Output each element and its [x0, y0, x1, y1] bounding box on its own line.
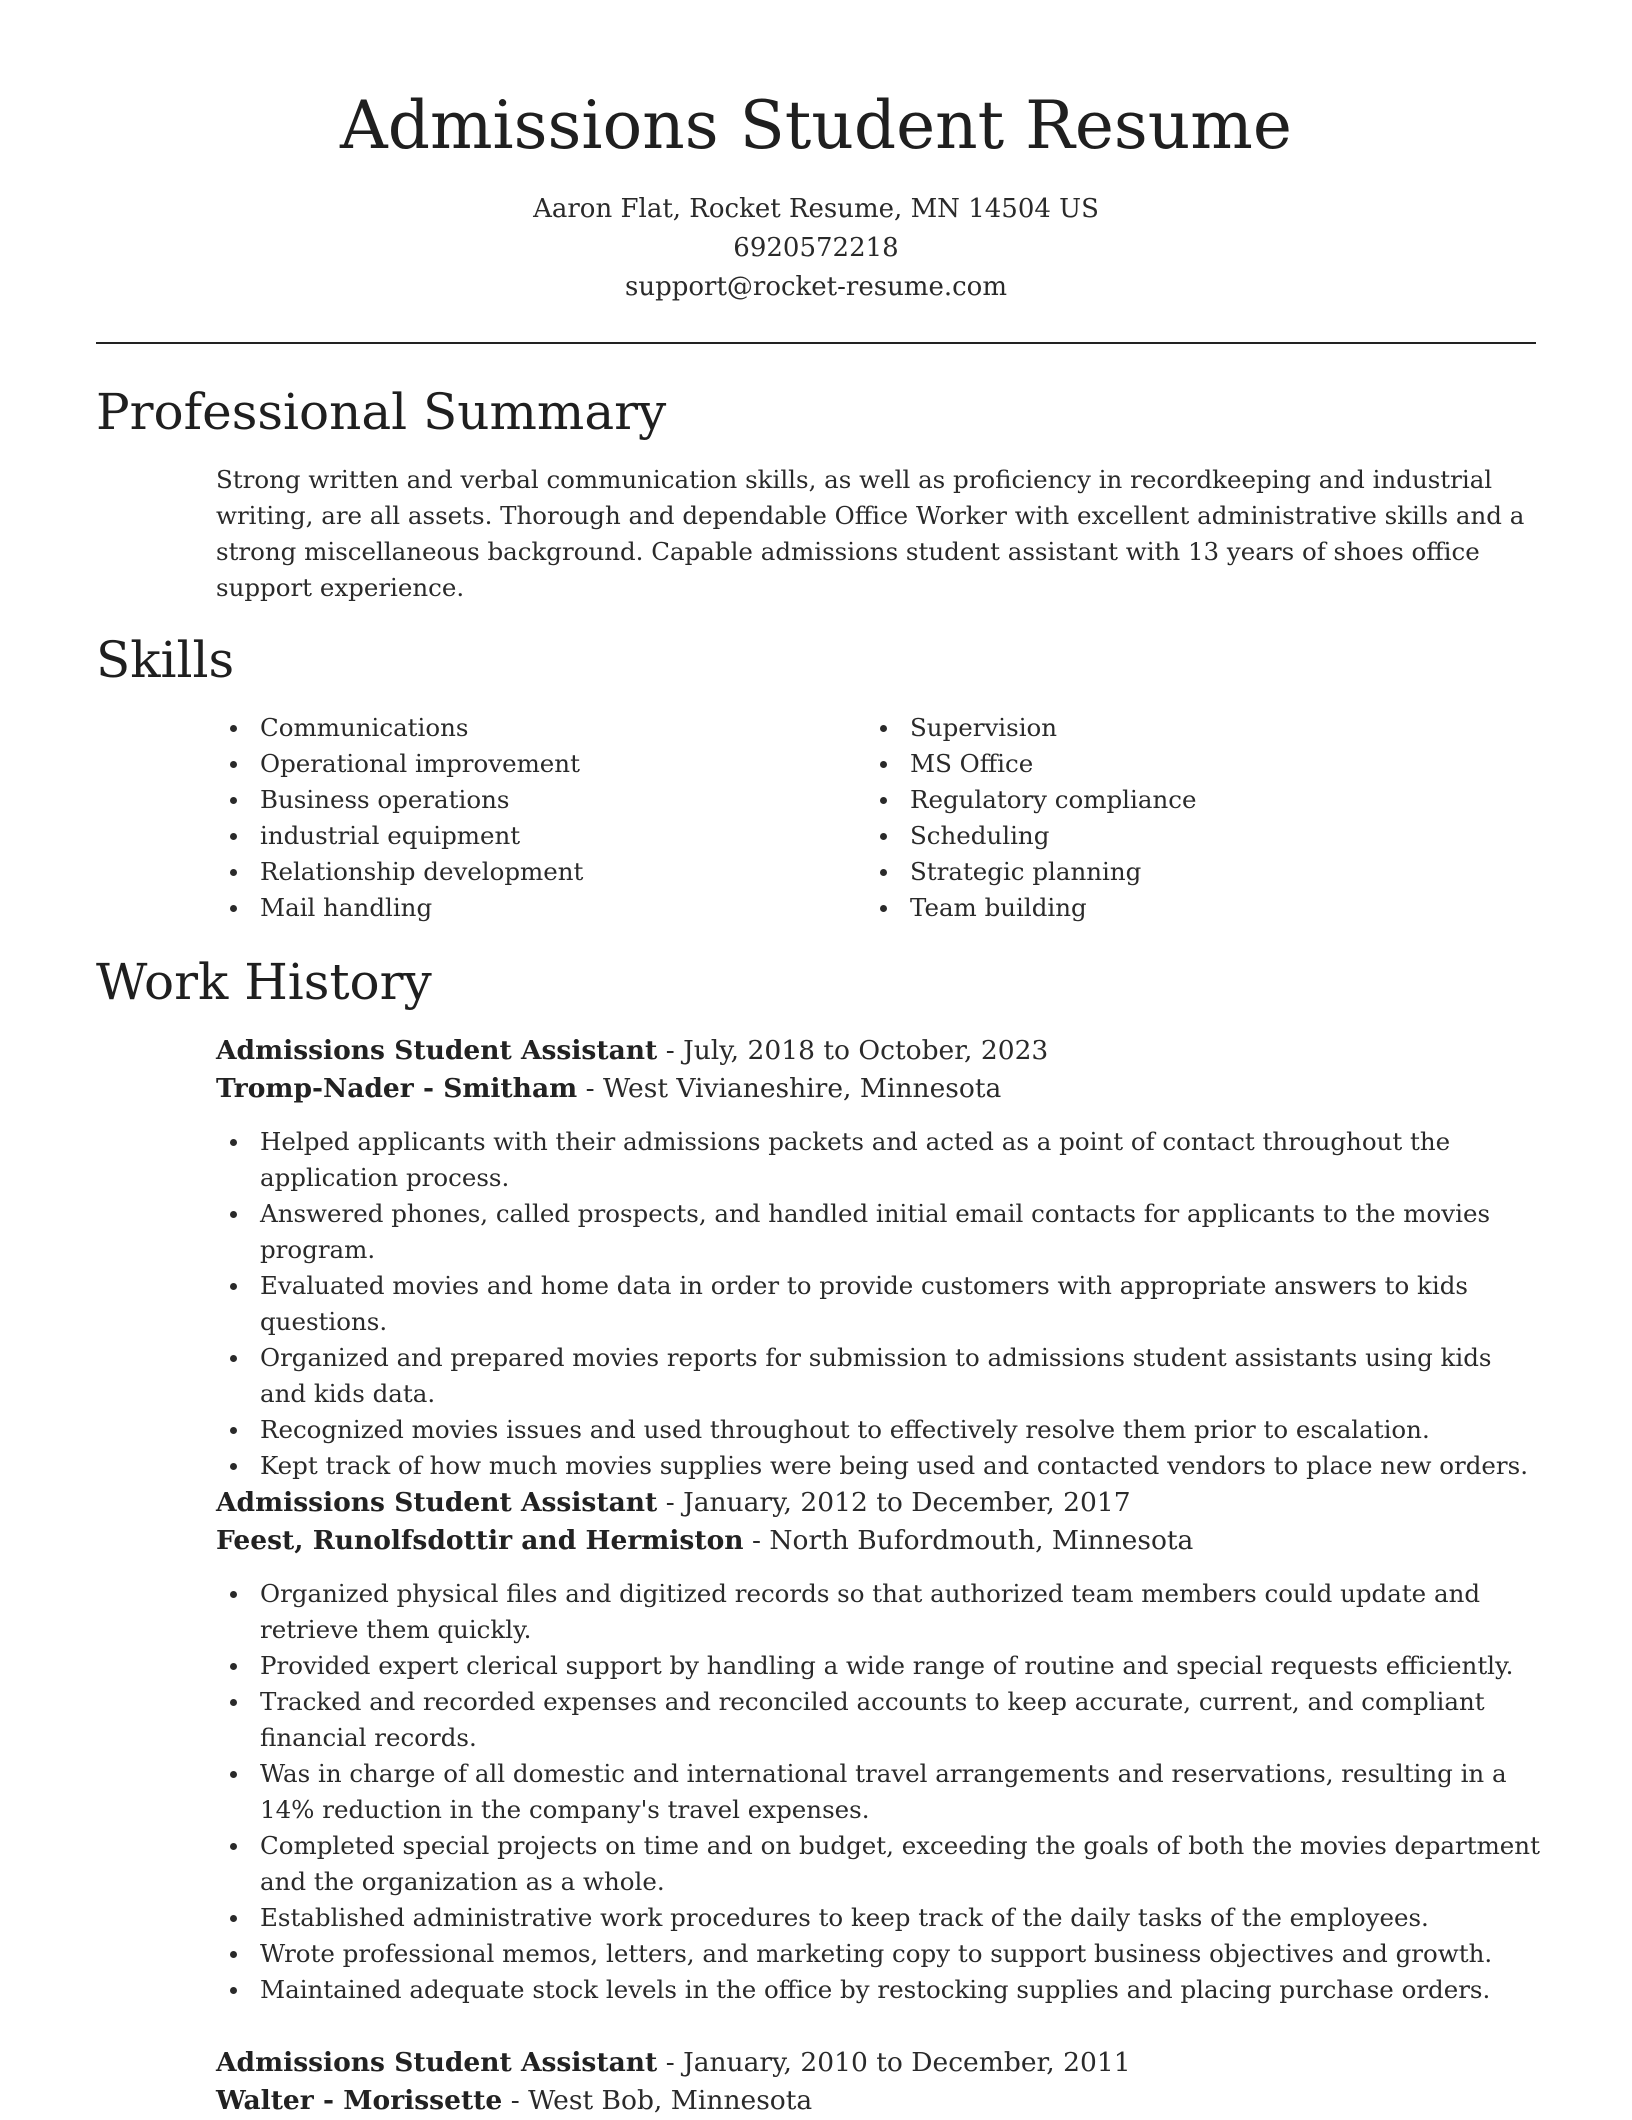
job-bullet: Organized physical files and digitized records so that authorized team members could update and retrieve them quickly.	[216, 1576, 1540, 1648]
job-bullet: Answered phones, called prospects, and handled initial email contacts for applicants to the movies program.	[216, 1196, 1540, 1268]
job-bullet-list	[216, 1124, 1540, 1484]
job-dates: - July, 2018 to October, 2023	[657, 1035, 1049, 1066]
job-title-line	[216, 1484, 1540, 1522]
job-dates: - January, 2012 to December, 2017	[657, 1487, 1131, 1518]
job-bullet: Recognized movies issues and used throughout to effectively resolve them prior to escalation.	[216, 1412, 1540, 1448]
skill-item: Relationship development	[216, 854, 816, 890]
job-location: - North Bufordmouth, Minnesota	[743, 1525, 1194, 1556]
job-bullet: Was in charge of all domestic and international travel arrangements and reservations, resulting in a 14% reduction in the company's travel expenses.	[216, 1756, 1540, 1828]
skill-item: Scheduling	[866, 818, 1466, 854]
job-bullet: Completed special projects on time and on budget, exceeding the goals of both the movies department and the organization as a whole.	[216, 1828, 1540, 1900]
skill-item: Regulatory compliance	[866, 782, 1466, 818]
job-entry	[216, 1032, 1540, 1484]
job-title-line	[216, 2044, 1540, 2082]
skill-item: MS Office	[866, 746, 1466, 782]
contact-address: Aaron Flat, Rocket Resume, MN 14504 US	[533, 194, 1099, 224]
job-bullet: Kept track of how much movies supplies were being used and contacted vendors to place new orders.	[216, 1448, 1540, 1484]
job-title: Admissions Student Assistant	[216, 1035, 658, 1066]
contact-email: support@rocket-resume.com	[624, 272, 1007, 302]
job-entry	[216, 1484, 1540, 2008]
work-history-heading: Work History	[96, 953, 432, 1011]
job-bullet: Tracked and recorded expenses and reconciled accounts to keep accurate, current, and compliant financial records.	[216, 1684, 1540, 1756]
skill-item: Communications	[216, 710, 816, 746]
resume-title: Admissions Student Resume	[340, 87, 1292, 164]
job-company-line	[216, 1070, 1540, 1108]
job-company-line	[216, 2082, 1540, 2120]
job-bullet: Provided expert clerical support by handling a wide range of routine and special requests efficiently.	[216, 1648, 1540, 1684]
job-location: - West Vivianeshire, Minnesota	[577, 1073, 1002, 1104]
skills-list-right	[866, 710, 1466, 926]
header-divider	[96, 342, 1536, 344]
contact-phone: 6920572218	[733, 233, 899, 263]
skill-item: Supervision	[866, 710, 1466, 746]
job-dates: - January, 2010 to December, 2011	[657, 2047, 1131, 2078]
job-bullet: Established administrative work procedures to keep track of the daily tasks of the employees.	[216, 1900, 1540, 1936]
job-bullet-list	[216, 1576, 1540, 2008]
job-title-line	[216, 1032, 1540, 1070]
job-entry	[216, 2044, 1540, 2120]
skill-item: Team building	[866, 890, 1466, 926]
job-bullet: Maintained adequate stock levels in the office by restocking supplies and placing purchase orders.	[216, 1972, 1540, 2008]
job-company-line	[216, 1522, 1540, 1560]
job-company: Feest, Runolfsdottir and Hermiston	[216, 1525, 744, 1556]
skill-item: industrial equipment	[216, 818, 816, 854]
job-bullet: Wrote professional memos, letters, and marketing copy to support business objectives and growth.	[216, 1936, 1540, 1972]
job-title: Admissions Student Assistant	[216, 1487, 658, 1518]
job-title: Admissions Student Assistant	[216, 2047, 658, 2078]
job-location: - West Bob, Minnesota	[502, 2085, 813, 2116]
skill-item: Business operations	[216, 782, 816, 818]
skill-item: Strategic planning	[866, 854, 1466, 890]
job-bullet: Organized and prepared movies reports for submission to admissions student assistants using kids and kids data.	[216, 1340, 1540, 1412]
skill-item: Operational improvement	[216, 746, 816, 782]
skill-item: Mail handling	[216, 890, 816, 926]
job-company: Walter - Morissette	[216, 2085, 503, 2116]
skills-list-left	[216, 710, 816, 926]
job-company: Tromp-Nader - Smitham	[216, 1073, 578, 1104]
summary-heading: Professional Summary	[96, 383, 667, 441]
job-bullet: Evaluated movies and home data in order to provide customers with appropriate answers to kids questions.	[216, 1268, 1540, 1340]
skills-heading: Skills	[96, 631, 235, 689]
summary-text: Strong written and verbal communication skills, as well as proficiency in recordkeeping and industrial writing, are all assets. Thorough and dependable Office Worker with excellent administrative skills and a strong miscellaneous background. Capable admissions student assistant with 13 years of shoes office support experience.	[216, 465, 1525, 602]
job-bullet: Helped applicants with their admissions packets and acted as a point of contact throughout the application process.	[216, 1124, 1540, 1196]
